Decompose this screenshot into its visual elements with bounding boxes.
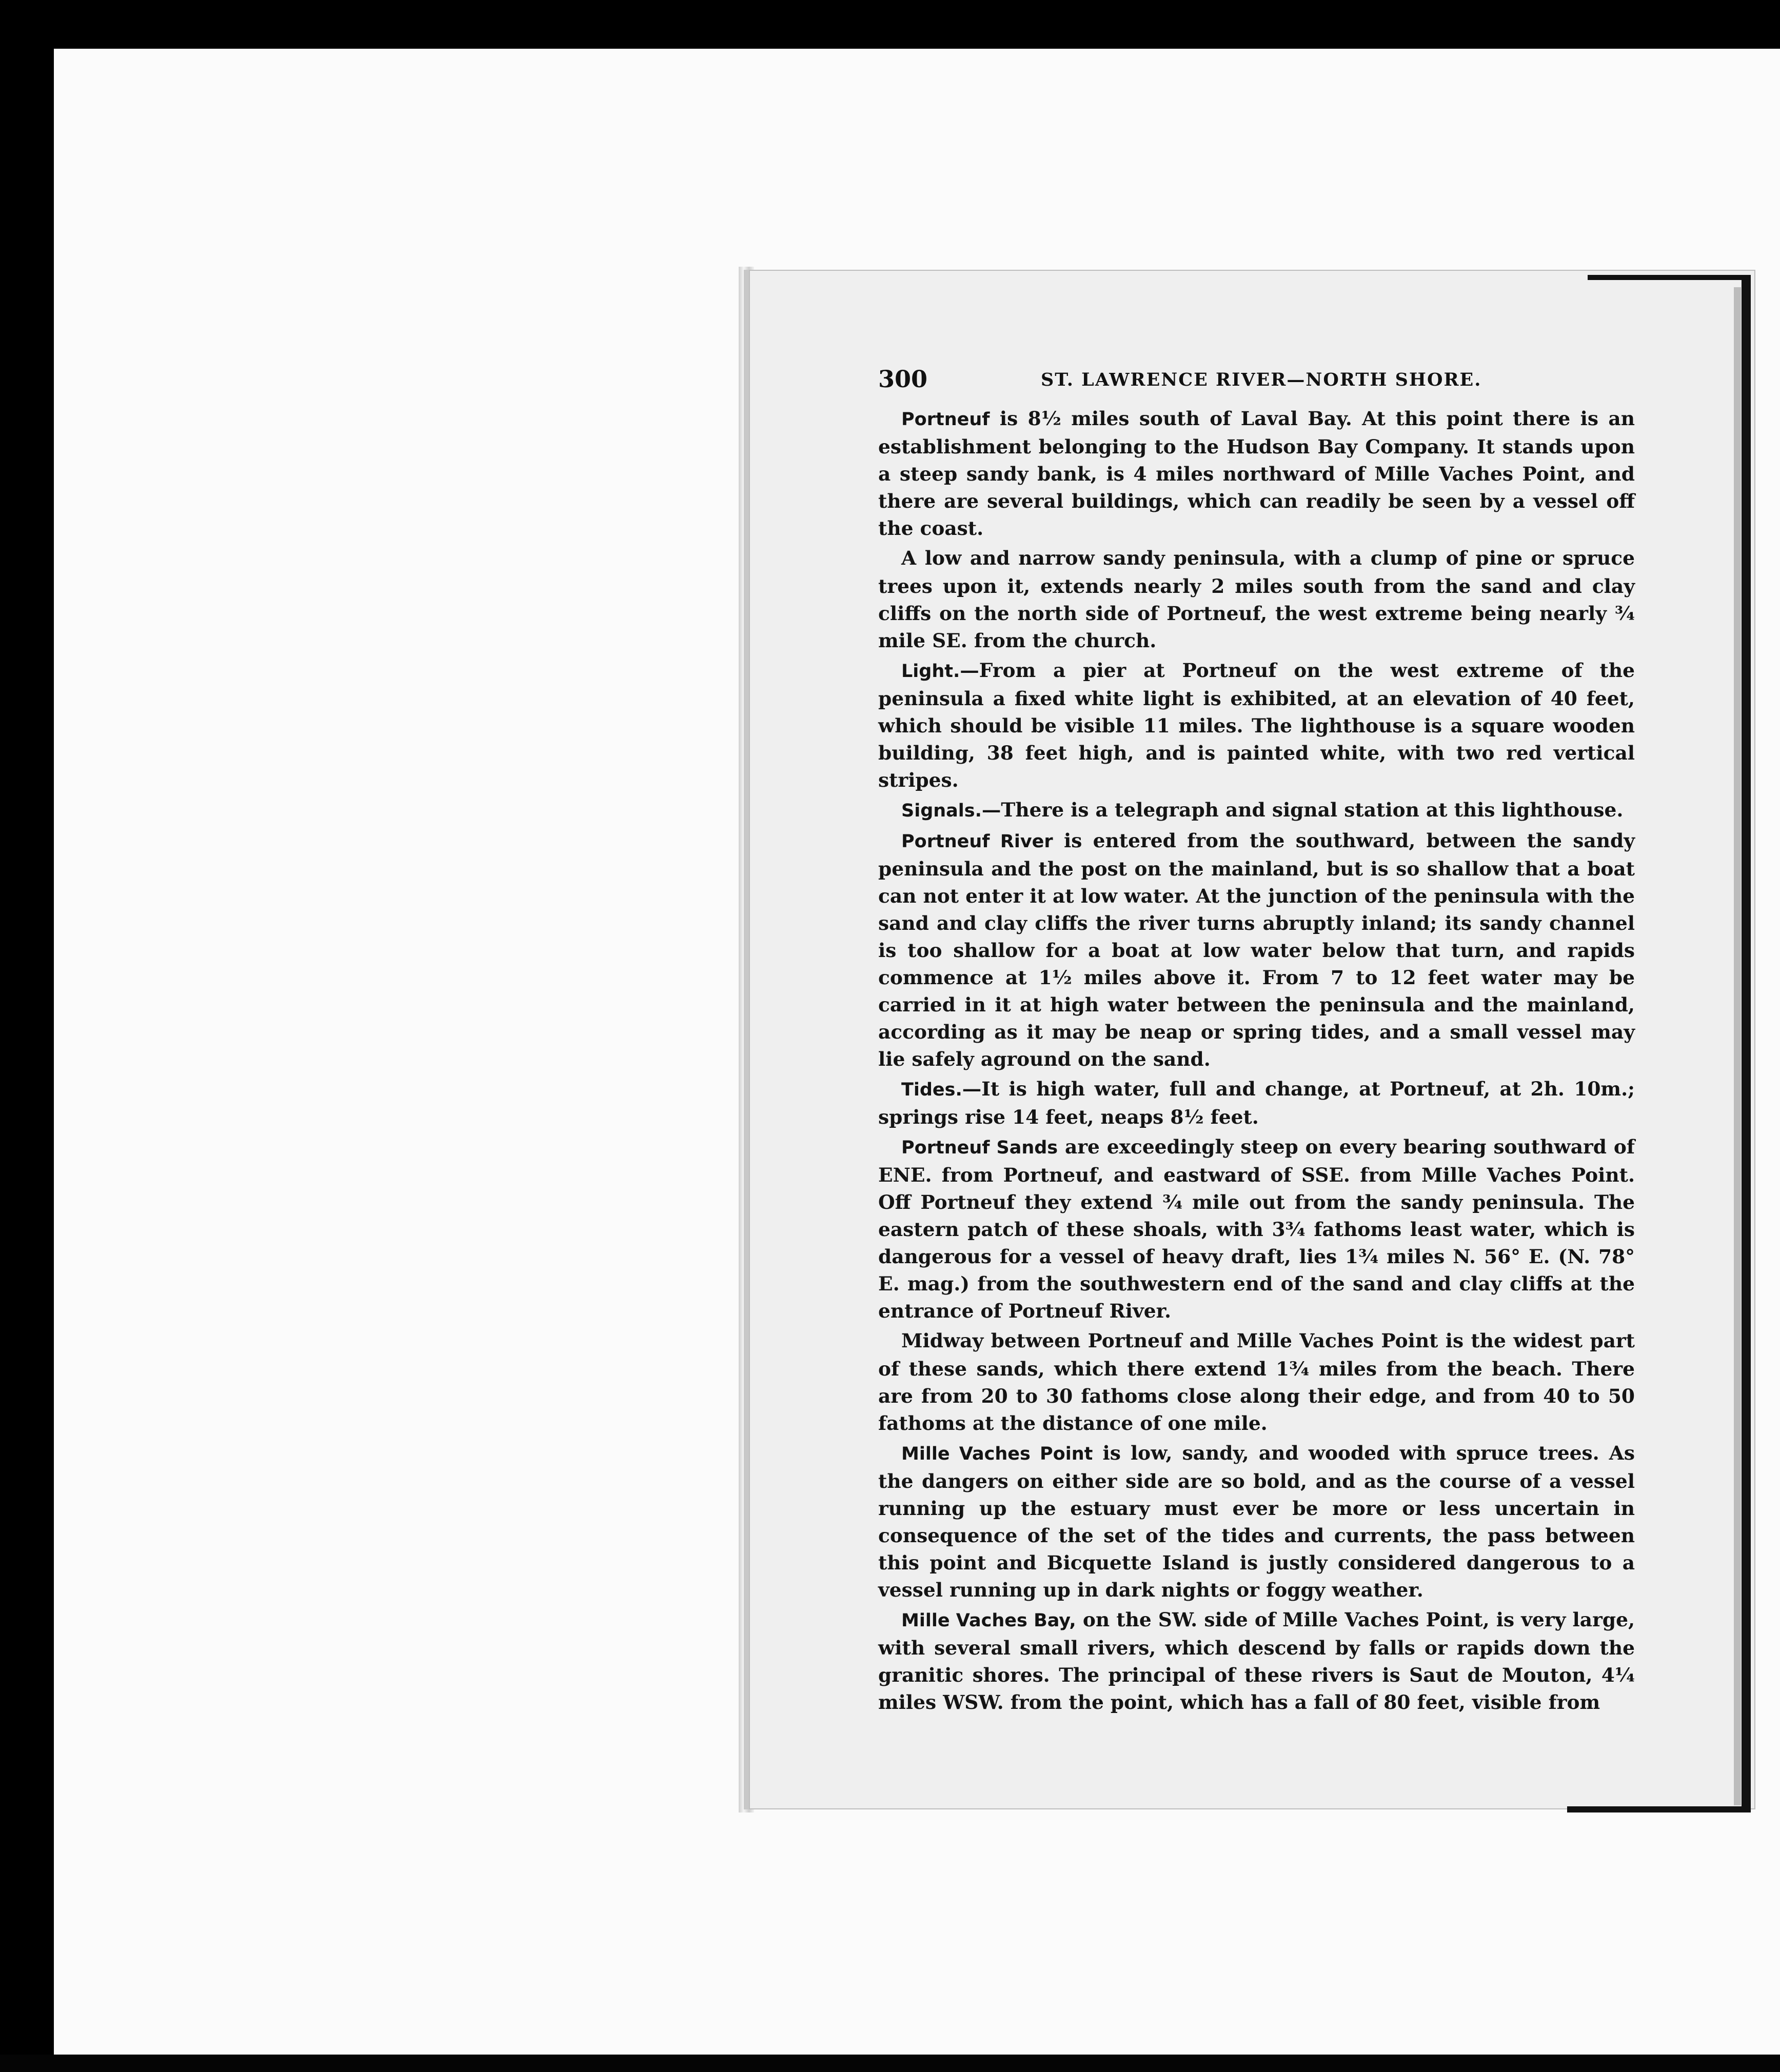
paragraph [878, 545, 1635, 654]
paragraph-text: —There is a telegraph and signal station at this lighthouse. [981, 799, 1624, 821]
page-number: 300 [878, 365, 928, 393]
paragraph-text: on the SW. side of Mille Vaches Point, is very large, with several small rivers, which descend by falls or rapids down the granitic shores. The principal of these rivers is Saut de Mouton, 4¼ miles WSW. from the point, which has a fall of 80 feet, visible from [878, 1608, 1635, 1714]
paragraph [878, 405, 1635, 542]
paragraph-text: is low, sandy, and wooded with spruce trees. As the dangers on either side are so bold, and as the course of a vessel running up the estuary must ever be more or less uncertain in consequence of the set of the tides and currents, the pass between this point and Bicquette Island is justly considered dangerous to a vessel running up in dark nights or foggy weather. [878, 1442, 1635, 1601]
paragraph [878, 1440, 1635, 1604]
paragraph [878, 1133, 1635, 1325]
paragraph-text: is entered from the southward, between the sandy peninsula and the post on the mainland, but is so shallow that a boat can not enter it at low water. At the junction of the peninsula with the sand and clay cliffs the river turns abruptly inland; its sandy channel is too shallow for a boat at low water below that turn, and rapids commence at 1½ miles above it. From 7 to 12 feet water may be carried in it at high water between the peninsula and the mainland, according as it may be neap or spring tides, and a small vessel may lie safely aground on the sand. [878, 829, 1635, 1070]
running-title: ST. LAWRENCE RIVER—NORTH SHORE. [1041, 369, 1482, 390]
paragraph [878, 1075, 1635, 1131]
film-border-bottom [0, 2055, 1780, 2072]
paragraph-text: —From a pier at Portneuf on the west extreme of the peninsula a fixed white light is exhibited, at an elevation of 40 feet, which should be visible 11 miles. The lighthouse is a square wooden building, 38 feet high, and is painted white, with two red vertical stripes. [878, 659, 1635, 791]
paragraph-lead: Tides. [901, 1080, 962, 1100]
paragraph-text: is 8½ miles south of Laval Bay. At this point there is an establishment belonging to the Hudson Bay Company. It stands upon a steep sandy bank, is 4 miles northward of Mille Vaches Point, and there are several buildings, which can readily be seen by a vessel off the coast. [878, 407, 1635, 540]
body-text [878, 405, 1635, 1716]
paragraph-text: —It is high water, full and change, at Portneuf, at 2h. 10m.; springs rise 14 feet, neaps 8½ feet. [878, 1078, 1635, 1128]
paragraph [878, 827, 1635, 1073]
paragraph-text: A low and narrow sandy peninsula, with a clump of pine or spruce trees upon it, extends nearly 2 miles south from the sand and clay cliffs on the north side of Portneuf, the west extreme being nearly ¾ mile SE. from the church. [878, 547, 1635, 652]
paragraph [878, 657, 1635, 794]
page-shadow [1734, 287, 1741, 1805]
paragraph-text: are exceedingly steep on every bearing southward of ENE. from Portneuf, and eastward of SSE. from Mille Vaches Point. Off Portneuf they extend ¾ mile out from the sandy peninsula. The eastern patch of these shoals, with 3¾ fathoms least water, which is dangerous for a vessel of heavy draft, lies 1¾ miles N. 56° E. (N. 78° E. mag.) from the southwestern end of the sand and clay cliffs at the entrance of Portneuf River. [878, 1135, 1635, 1322]
paragraph-lead: Mille Vaches Point [901, 1444, 1093, 1464]
paragraph-lead: Signals. [901, 801, 982, 821]
paragraph-text: Midway between Portneuf and Mille Vaches Point is the widest part of these sands, which there extend 1¾ miles from the beach. There are from 20 to 30 fathoms close along their edge, and from 40 to 50 fathoms at the distance of one mile. [878, 1329, 1635, 1435]
page-header [878, 365, 1635, 391]
paragraph-lead: Portneuf River [901, 831, 1053, 852]
paragraph [878, 1606, 1635, 1716]
binding-edge [1742, 277, 1751, 1808]
paragraph-lead: Portneuf Sands [901, 1138, 1058, 1158]
paragraph [878, 796, 1635, 825]
binding-bottom-line [1567, 1806, 1751, 1812]
binding-top-line [1588, 275, 1751, 280]
paragraph-lead: Mille Vaches Bay, [901, 1610, 1076, 1631]
paragraph [878, 1327, 1635, 1437]
paragraph-lead: Portneuf [901, 409, 990, 430]
paragraph-lead: Light. [901, 661, 960, 682]
